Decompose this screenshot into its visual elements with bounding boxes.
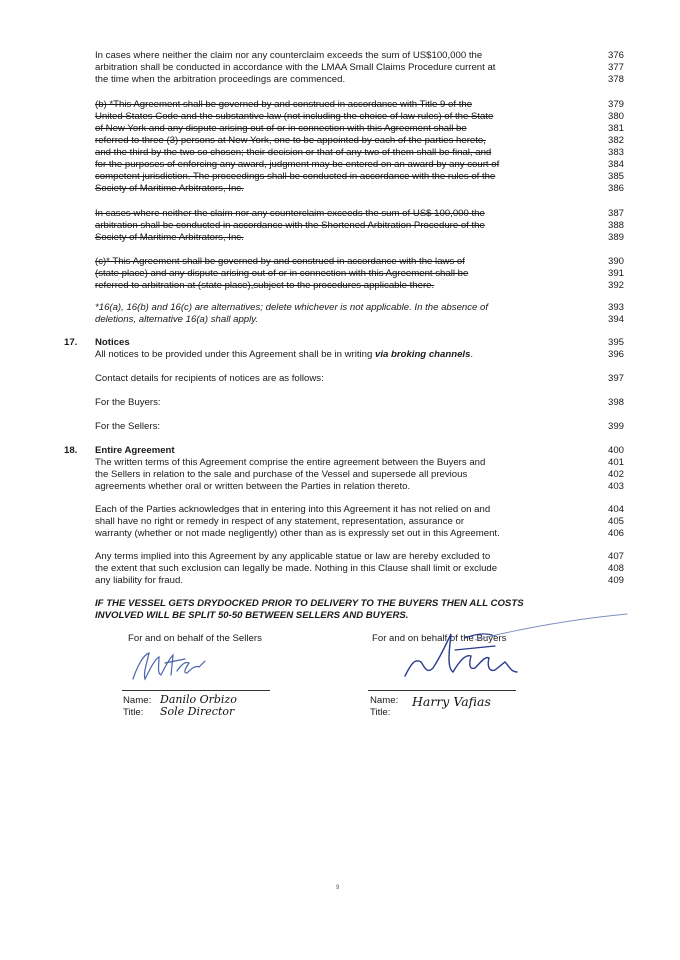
drydock-clause-line-1: IF THE VESSEL GETS DRYDOCKED PRIOR TO DELIVERY TO THE BUYERS THEN ALL COSTS bbox=[95, 598, 524, 609]
buyers-signature-line bbox=[368, 690, 516, 691]
line-number: 409 bbox=[607, 575, 624, 586]
buyers-title-label: Title: bbox=[370, 707, 391, 718]
clause-line-text-main: Notices bbox=[95, 337, 130, 348]
line-number: 394 bbox=[607, 314, 624, 325]
line-number: 390 bbox=[607, 256, 624, 267]
line-number: 407 bbox=[607, 551, 624, 562]
buyers-name-label: Name: bbox=[370, 695, 399, 706]
line-number: 393 bbox=[607, 302, 624, 313]
clause-line-text-main: any liability for fraud. bbox=[95, 575, 183, 586]
line-number: 385 bbox=[607, 171, 624, 182]
clause-line-text bbox=[95, 563, 497, 575]
line-number: 395 bbox=[607, 337, 624, 348]
line-number: 387 bbox=[607, 208, 624, 219]
line-number: 400 bbox=[607, 445, 624, 456]
clause-line-text bbox=[95, 349, 473, 361]
clause-line-text bbox=[95, 256, 465, 268]
clause-number: 17. bbox=[64, 337, 78, 348]
line-number: 399 bbox=[607, 421, 624, 432]
sellers-name-handwritten: Danilo Orbizo bbox=[160, 693, 237, 706]
clause-line-text-main: the time when the arbitration proceedings are commenced. bbox=[95, 74, 346, 85]
line-number: 376 bbox=[607, 50, 624, 61]
line-number: 388 bbox=[607, 220, 624, 231]
line-number: 381 bbox=[607, 123, 624, 134]
clause-line-text bbox=[95, 516, 464, 528]
line-number: 398 bbox=[607, 397, 624, 408]
clause-line-text-main: Society of Maritime Arbitrators, Inc. bbox=[95, 232, 244, 243]
clause-line-text bbox=[95, 314, 258, 326]
clause-line-text-main: and the third by the two so chosen; their decision or that of any two of them shall be final, and bbox=[95, 147, 492, 158]
clause-line-text-main: In cases where neither the claim nor any counterclaim exceeds the sum of US$100,000 the bbox=[95, 50, 483, 61]
clause-line-text-main: United States Code and the substantive law (not including the choice of law rules) of the State bbox=[95, 111, 494, 122]
clause-line-text-main: agreements whether oral or written between the Parties in relation thereto. bbox=[95, 481, 411, 492]
line-number: 404 bbox=[607, 504, 624, 515]
line-number: 386 bbox=[607, 183, 624, 194]
clause-line-text bbox=[95, 504, 490, 516]
clause-number: 18. bbox=[64, 445, 78, 456]
line-number: 389 bbox=[607, 232, 624, 243]
clause-line-text bbox=[95, 397, 161, 409]
clause-line-text-main: Society of Maritime Arbitrators, Inc. bbox=[95, 183, 244, 194]
sellers-signature-heading: For and on behalf of the Sellers bbox=[128, 633, 262, 644]
clause-line-text-main: In cases where neither the claim nor any counterclaim exceeds the sum of US$ 100,000 the bbox=[95, 208, 485, 219]
emphasized-text: via broking channels bbox=[374, 349, 471, 360]
page-number: 9 bbox=[336, 885, 340, 891]
clause-line-text bbox=[95, 135, 486, 147]
clause-line-text-main: Contact details for recipients of notices are as follows: bbox=[95, 373, 324, 384]
sellers-name-label: Name: bbox=[123, 695, 152, 706]
buyers-signature-heading: For and on behalf of the Buyers bbox=[372, 633, 507, 644]
clause-line-text bbox=[95, 457, 485, 469]
line-number: 384 bbox=[607, 159, 624, 170]
line-number: 402 bbox=[607, 469, 624, 480]
clause-line-text-main: deletions, alternative 16(a) shall apply. bbox=[95, 314, 259, 325]
clause-line-text-main: referred to three (3) persons at New York, one to be appointed by each of the parties hereto, bbox=[95, 135, 486, 146]
clause-line-text bbox=[95, 159, 499, 171]
clause-line-tail: . bbox=[470, 349, 474, 360]
clause-line-text bbox=[95, 268, 468, 280]
sellers-title-handwritten: Sole Director bbox=[160, 705, 235, 718]
line-number: 380 bbox=[607, 111, 624, 122]
clause-line-text-main: for the purposes of enforcing any award, judgment may be entered on an award by any court of bbox=[95, 159, 500, 170]
clause-line-text-main: *16(a), 16(b) and 16(c) are alternatives; delete whichever is not applicable. In the absence of bbox=[95, 302, 489, 313]
buyers-name-handwritten: Harry Vafias bbox=[412, 694, 491, 709]
clause-line-text bbox=[95, 50, 482, 62]
clause-line-text bbox=[95, 123, 467, 135]
clause-line-text-main: Each of the Parties acknowledges that in entering into this Agreement it has not relied on and bbox=[95, 504, 491, 515]
line-number: 405 bbox=[607, 516, 624, 527]
clause-line-text-main: For the Buyers: bbox=[95, 397, 161, 408]
line-number: 382 bbox=[607, 135, 624, 146]
clause-line-text bbox=[95, 62, 495, 74]
clause-line-text-main: the Sellers in relation to the sale and purchase of the Vessel and supersede all previous bbox=[95, 469, 468, 480]
line-number: 379 bbox=[607, 99, 624, 110]
buyers-signature-mark bbox=[395, 612, 635, 692]
clause-line-text-main: (c)* This Agreement shall be governed by and construed in accordance with the laws of bbox=[95, 256, 465, 267]
clause-line-text-main: Entire Agreement bbox=[95, 445, 175, 456]
clause-line-text bbox=[95, 481, 410, 493]
clause-line-text-main: shall have no right or remedy in respect of any statement, representation, assurance or bbox=[95, 516, 465, 527]
clause-line-text bbox=[95, 183, 244, 195]
clause-line-text-main: Any terms implied into this Agreement by any applicable statue or law are hereby excluded to bbox=[95, 551, 491, 562]
clause-line-text bbox=[95, 74, 345, 86]
clause-line-text bbox=[95, 99, 472, 111]
clause-line-text bbox=[95, 421, 160, 433]
line-number: 403 bbox=[607, 481, 624, 492]
clause-line-text bbox=[95, 280, 434, 292]
clause-line-text bbox=[95, 232, 244, 244]
sellers-title-label: Title: bbox=[123, 707, 144, 718]
line-number: 396 bbox=[607, 349, 624, 360]
clause-line-text bbox=[95, 469, 467, 481]
line-number: 391 bbox=[607, 268, 624, 279]
clause-line-text-main: All notices to be provided under this Agreement shall be in writing bbox=[95, 349, 375, 360]
line-number: 378 bbox=[607, 74, 624, 85]
clause-line-text-main: (state place) and any dispute arising out of or in connection with this Agreement shall be bbox=[95, 268, 469, 279]
clause-line-text bbox=[95, 575, 183, 587]
clause-line-text bbox=[95, 445, 175, 457]
drydock-clause-line-2: INVOLVED WILL BE SPLIT 50-50 BETWEEN SELLERS AND BUYERS. bbox=[95, 610, 409, 621]
line-number: 392 bbox=[607, 280, 624, 291]
clause-line-text bbox=[95, 208, 485, 220]
clause-line-text-main: For the Sellers: bbox=[95, 421, 161, 432]
clause-line-text bbox=[95, 302, 488, 314]
clause-line-text bbox=[95, 373, 324, 385]
clause-line-text-main: the extent that such exclusion can legally be made. Nothing in this Clause shall limit or exclude bbox=[95, 563, 498, 574]
line-number: 406 bbox=[607, 528, 624, 539]
clause-line-text bbox=[95, 337, 130, 349]
line-number: 401 bbox=[607, 457, 624, 468]
clause-line-text bbox=[95, 111, 493, 123]
clause-line-text-main: warranty (whether or not made negligently) other than as is expressly set out in this Agreement. bbox=[95, 528, 500, 539]
sellers-signature-mark bbox=[125, 645, 215, 685]
clause-line-text-main: (b) *This Agreement shall be governed by and construed in accordance with Title 9 of the bbox=[95, 99, 473, 110]
clause-line-text-main: competent jurisdiction. The proceedings shall be conducted in accordance with the rules of the bbox=[95, 171, 496, 182]
clause-line-text bbox=[95, 220, 485, 232]
sellers-signature-line bbox=[122, 690, 270, 691]
clause-line-text-main: of New York and any dispute arising out of or in connection with this Agreement shall be bbox=[95, 123, 467, 134]
clause-line-text-main: arbitration shall be conducted in accordance with the LMAA Small Claims Procedure current at bbox=[95, 62, 496, 73]
clause-line-text-main: The written terms of this Agreement comprise the entire agreement between the Buyers and bbox=[95, 457, 486, 468]
clause-line-text bbox=[95, 528, 500, 540]
line-number: 377 bbox=[607, 62, 624, 73]
clause-line-text-main: referred to arbitration at (state place),subject to the procedures applicable there. bbox=[95, 280, 435, 291]
line-number: 397 bbox=[607, 373, 624, 384]
clause-line-text bbox=[95, 551, 490, 563]
clause-line-text bbox=[95, 147, 491, 159]
line-number: 408 bbox=[607, 563, 624, 574]
clause-line-text bbox=[95, 171, 495, 183]
line-number: 383 bbox=[607, 147, 624, 158]
clause-line-text-main: arbitration shall be conducted in accordance with the Shortened Arbitration Procedure of the bbox=[95, 220, 485, 231]
